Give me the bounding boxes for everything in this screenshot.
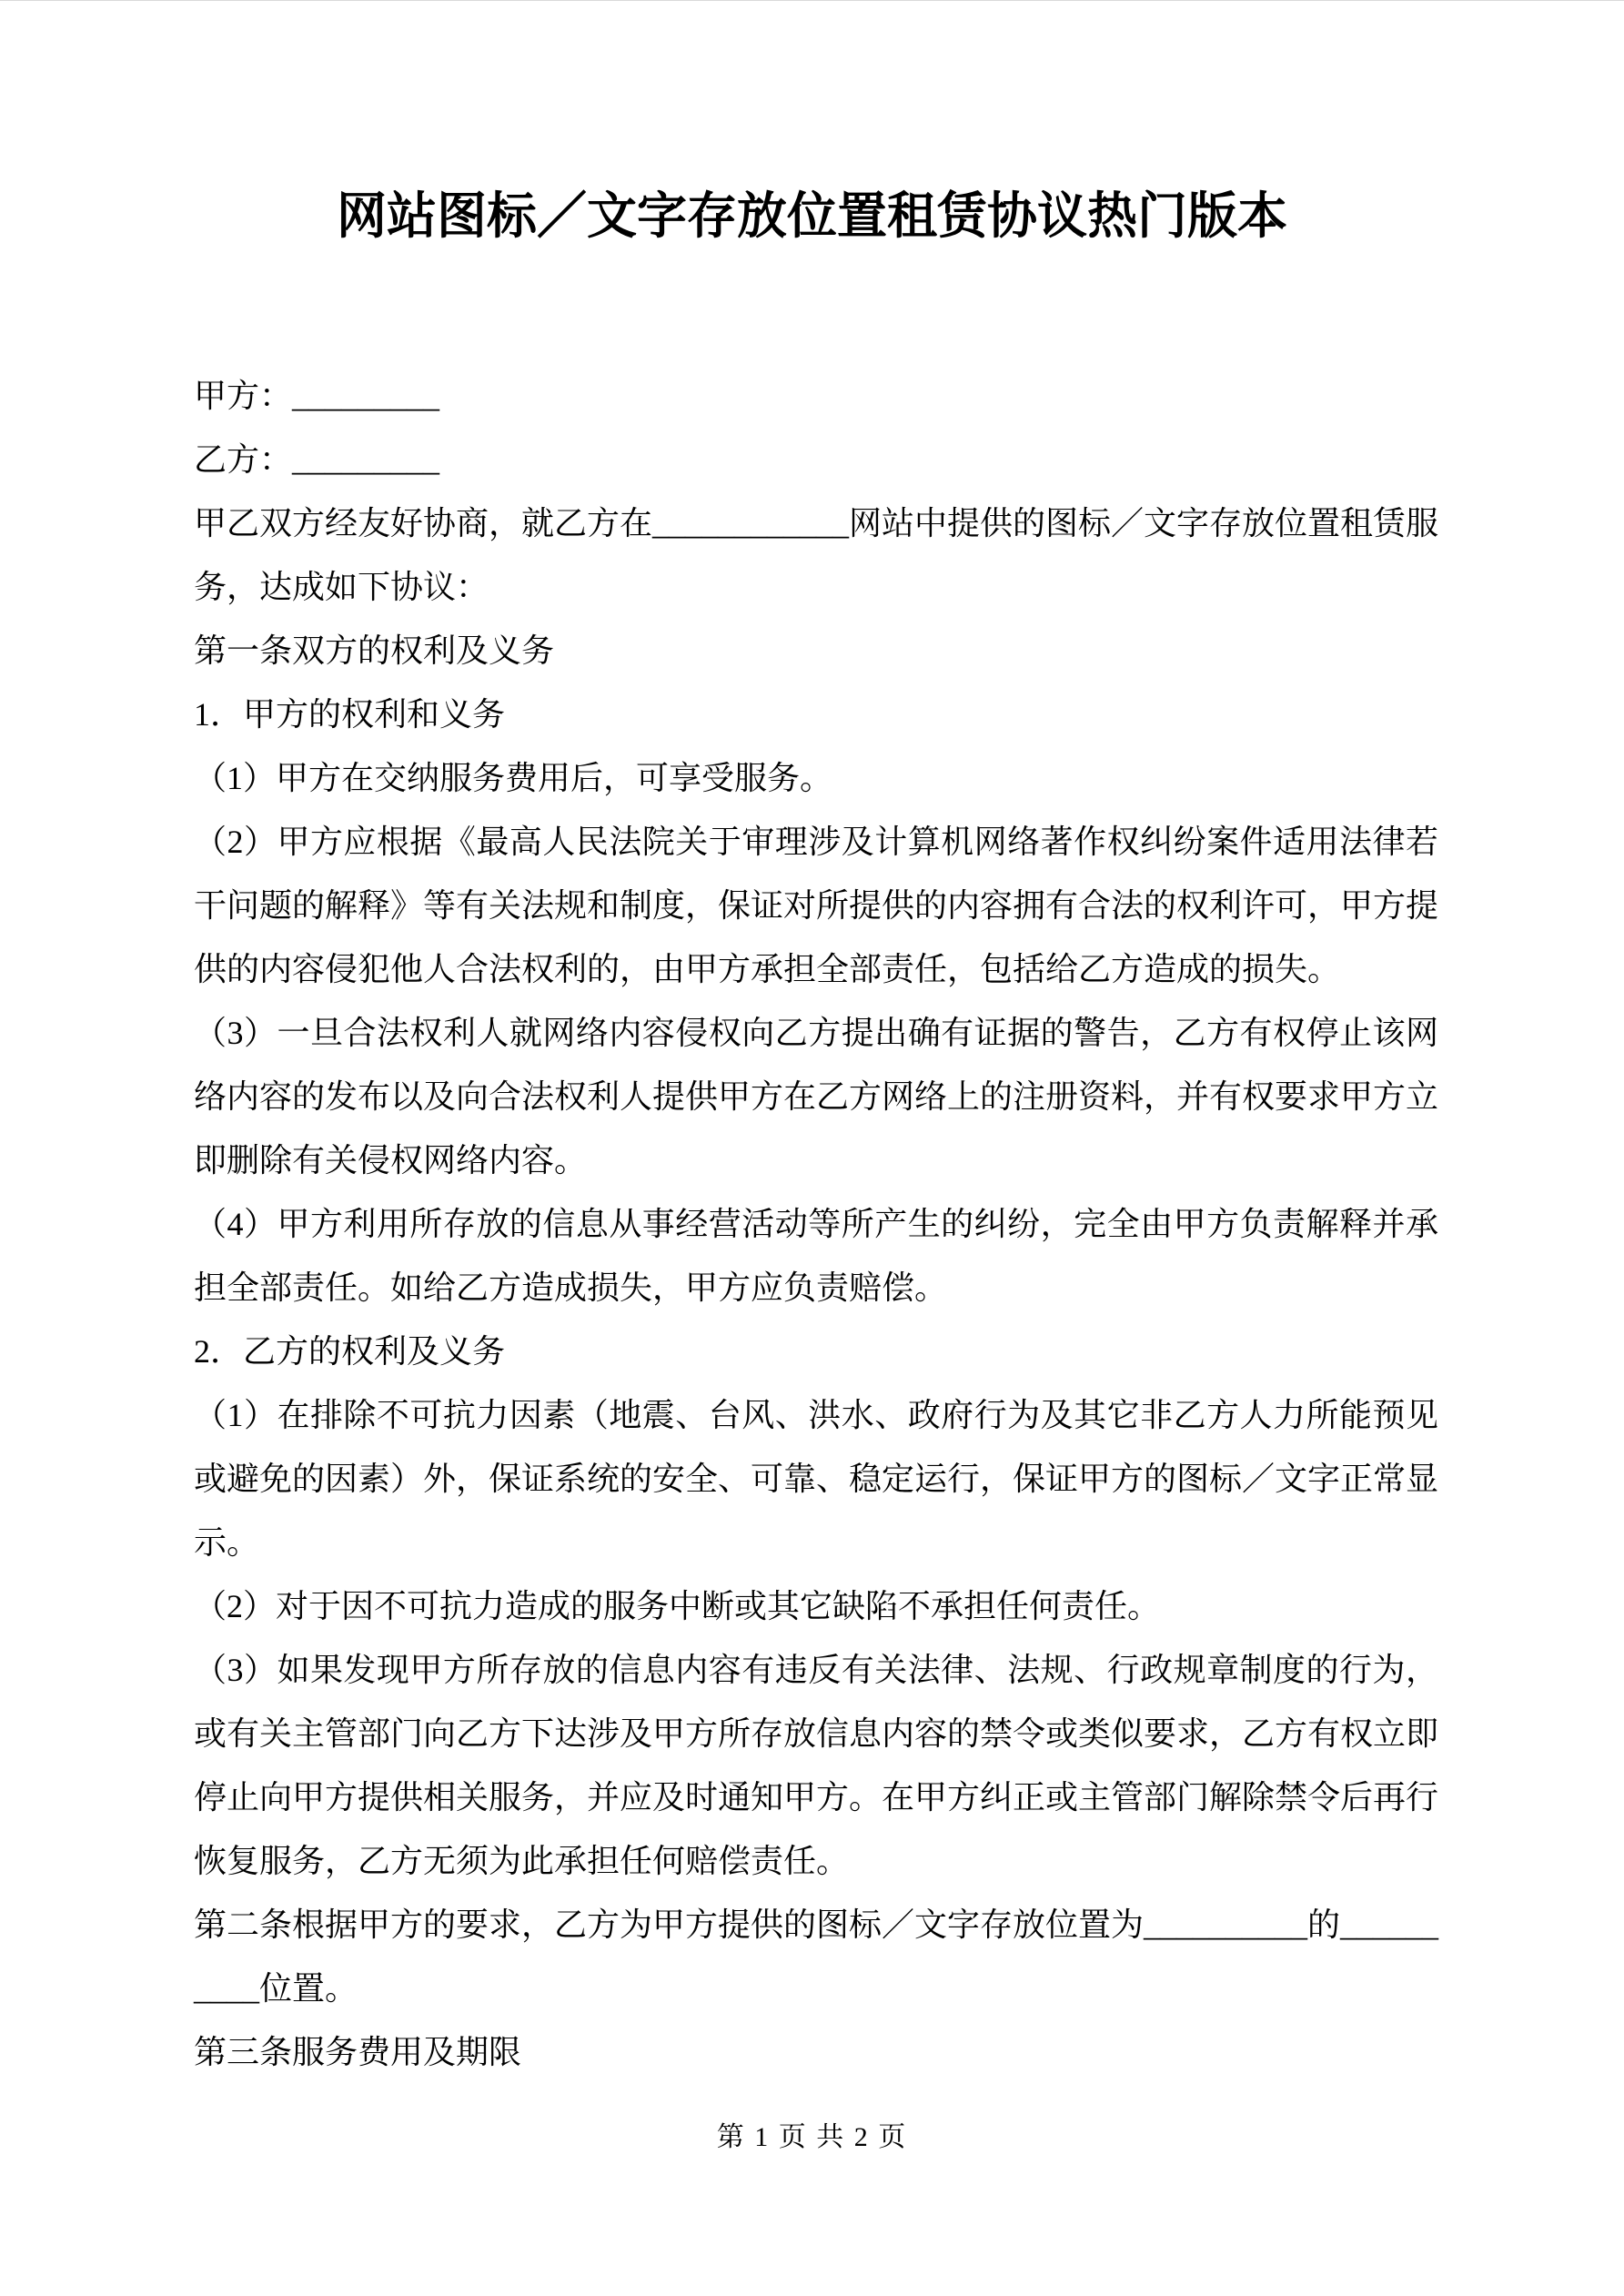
page-number: 第 1 页 共 2 页 (716, 2122, 908, 2152)
paragraph: （2）对于因不可抗力造成的服务中断或其它缺陷不承担任何责任。 (194, 1588, 1161, 1624)
paragraph: （3）如果发现甲方所存放的信息内容有违反有关法律、法规、行政规章制度的行为，或有关主管部门向乙方下达涉及甲方所存放信息内容的禁令或类似要求，乙方有权立即停止向甲方提供相关服务，并应及时通知甲方。在甲方纠正或主管部门解除禁令后再行恢复服务，乙方无须为此承担任何赔偿责任。 (194, 1652, 1439, 1879)
paragraph: （4）甲方利用所存放的信息从事经营活动等所产生的纠纷，完全由甲方负责解释并承担全部责任。如给乙方造成损失，甲方应负责赔偿。 (194, 1206, 1438, 1306)
paragraph: 第三条服务费用及期限 (194, 2034, 522, 2070)
paragraph: 第一条双方的权利及义务 (194, 632, 555, 669)
document-title: 网站图标／文字存放位置租赁协议热门版本 (336, 187, 1287, 244)
paragraph: （3）一旦合法权利人就网络内容侵权向乙方提出确有证据的警告，乙方有权停止该网络内容的发布以及向合法权利人提供甲方在乙方网络上的注册资料，并有权要求甲方立即删除有关侵权网络内容。 (194, 1015, 1439, 1178)
paragraph: 乙方：_________ (194, 441, 440, 478)
paragraph: （1）甲方在交纳服务费用后，可享受服务。 (194, 760, 833, 796)
paragraph: 2．乙方的权利及义务 (194, 1333, 506, 1370)
paragraph: 甲方：_________ (194, 378, 440, 414)
paragraph: 1．甲方的权利和义务 (194, 696, 506, 733)
document-body (194, 364, 1438, 2084)
paragraph: （2）甲方应根据《最高人民法院关于审理涉及计算机网络著作权纠纷案件适用法律若干问题的解释》等有关法规和制度，保证对所提供的内容拥有合法的权利许可，甲方提供的内容侵犯他人合法权利的，由甲方承担全部责任，包括给乙方造成的损失。 (194, 824, 1439, 987)
paragraph: 第二条根据甲方的要求，乙方为甲方提供的图标／文字存放位置为__________的__________位置。 (194, 1907, 1439, 2007)
paragraph: （1）在排除不可抗力因素（地震、台风、洪水、政府行为及其它非乙方人力所能预见或避免的因素）外，保证系统的安全、可靠、稳定运行，保证甲方的图标／文字正常显示。 (194, 1397, 1439, 1561)
paragraph: 甲乙双方经友好协商，就乙方在____________网站中提供的图标／文字存放位置租赁服务，达成如下协议： (194, 505, 1439, 605)
